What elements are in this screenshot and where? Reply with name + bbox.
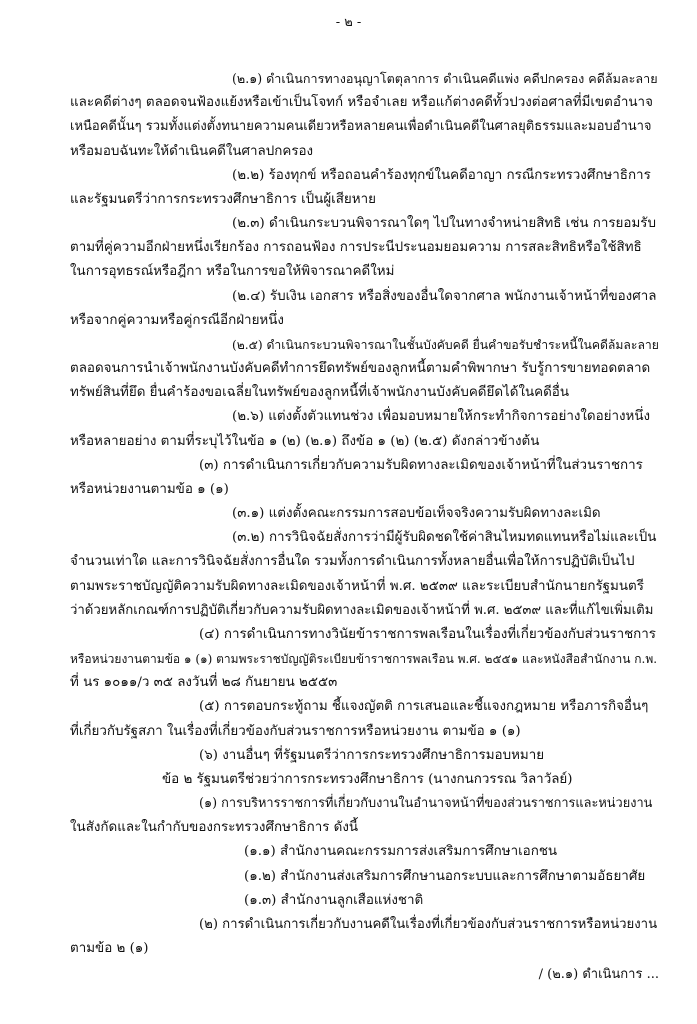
text-line: ที่ นร ๑๐๑๑/ว ๓๕ ลงวันที่ ๒๘ กันยายน ๒๕๕๓ — [70, 675, 338, 690]
text-line: (๑.๒) สำนักงานส่งเสริมการศึกษานอกระบบและการศึกษาตามอัธยาศัย — [244, 869, 646, 884]
text-line: (๓.๑) แต่งตั้งคณะกรรมการสอบข้อเท็จจริงความรับผิดทางละเมิด — [232, 506, 601, 521]
continuation-note: / (๒.๑) ดำเนินการ ... — [538, 967, 659, 982]
text-line: (๒.๕) ดำเนินกระบวนพิจารณาในชั้นบังคับคดี ยื่นคำขอรับชำระหนี้ในคดีล้มละลาย — [232, 338, 659, 352]
text-line: ทรัพย์สินที่ยึด ยื่นคำร้องขอเฉลี่ยในทรัพย์ของลูกหนี้ที่เจ้าพนักงานบังคับคดียึดได้ในคดีอื่น — [70, 385, 569, 400]
text-line: ที่เกี่ยวกับรัฐสภา ในเรื่องที่เกี่ยวข้องกับส่วนราชการหรือหน่วยงาน ตามข้อ ๑ (๑) — [70, 724, 521, 739]
text-line: (๒.๑) ดำเนินการทางอนุญาโตตุลาการ ดำเนินคดีแพ่ง คดีปกครอง คดีล้มละลาย — [232, 71, 658, 86]
text-line: ข้อ ๒ รัฐมนตรีช่วยว่าการกระทรวงศึกษาธิการ (นางกนกวรรณ วิลาวัลย์) — [162, 772, 573, 787]
text-line: (๒) การดำเนินการเกี่ยวกับงานคดีในเรื่องที่เกี่ยวข้องกับส่วนราชการหรือหน่วยงาน — [199, 917, 658, 932]
text-line: หรือหน่วยงานตามข้อ ๑ (๑) — [70, 482, 229, 497]
text-line: (๓) การดำเนินการเกี่ยวกับความรับผิดทางละเมิดของเจ้าหน้าที่ในส่วนราชการ — [199, 458, 643, 473]
text-line: (๖) งานอื่นๆ ที่รัฐมนตรีว่าการกระทรวงศึกษาธิการมอบหมาย — [199, 748, 545, 763]
text-line: (๒.๖) แต่งตั้งตัวแทนช่วง เพื่อมอบหมายให้กระทำกิจการอย่างใดอย่างหนึ่ง — [232, 409, 651, 424]
page-number: - ๒ - — [335, 15, 362, 30]
text-line: (๑) การบริหารราชการที่เกี่ยวกับงานในอำนาจหน้าที่ของส่วนราชการและหน่วยงาน — [199, 796, 653, 811]
text-line: (๒.๔) รับเงิน เอกสาร หรือสิ่งของอื่นใดจากศาล พนักงานเจ้าหน้าที่ของศาล — [232, 289, 657, 304]
text-line: ในการอุทธรณ์หรือฎีกา หรือในการขอให้พิจารณาคดีใหม่ — [70, 264, 395, 279]
text-line: หรือมอบฉันทะให้ดำเนินคดีในศาลปกครอง — [70, 144, 314, 159]
text-line: และรัฐมนตรีว่าการกระทรวงศึกษาธิการ เป็นผู้เสียหาย — [70, 192, 376, 207]
text-line: (๔) การดำเนินการทางวินัยข้าราชการพลเรือนในเรื่องที่เกี่ยวข้องกับส่วนราชการ — [199, 627, 656, 642]
text-line: (๒.๓) ดำเนินกระบวนพิจารณาใดๆ ไปในทางจำหน่ายสิทธิ เช่น การยอมรับ — [232, 216, 656, 231]
text-line: ว่าด้วยหลักเกณฑ์การปฏิบัติเกี่ยวกับความรับผิดทางละเมิดของเจ้าหน้าที่ พ.ศ. ๒๕๓๙ และที่แก้ไขเพิ่มเติม — [70, 603, 654, 618]
text-line: (๓.๒) การวินิจฉัยสั่งการว่ามีผู้รับผิดชดใช้ค่าสินไหมทดแทนหรือไม่และเป็น — [232, 530, 657, 545]
text-line: หรือหน่วยงานตามข้อ ๑ (๑) ตามพระราชบัญญัติระเบียบข้าราชการพลเรือน พ.ศ. ๒๕๕๑ และหนังสือสำนักงาน ก.พ. — [70, 652, 658, 666]
text-line: หรือหลายอย่าง ตามที่ระบุไว้ในข้อ ๑ (๒) (๒.๑) ถึงข้อ ๑ (๒) (๒.๕) ดังกล่าวข้างต้น — [70, 434, 540, 449]
text-line: หรือจากคู่ความหรือคู่กรณีอีกฝ่ายหนึ่ง — [70, 313, 284, 328]
text-line: ตามพระราชบัญญัติความรับผิดทางละเมิดของเจ้าหน้าที่ พ.ศ. ๒๕๓๙ และระเบียบสำนักนายกรัฐมนตรี — [70, 579, 644, 594]
text-line: (๑.๑) สำนักงานคณะกรรมการส่งเสริมการศึกษาเอกชน — [244, 844, 558, 859]
text-line: ตามที่คู่ความอีกฝ่ายหนึ่งเรียกร้อง การถอนฟ้อง การประนีประนอมยอมความ การสละสิทธิหรือใช้สิทธิ — [70, 240, 642, 255]
text-line: เหนือคดีนั้นๆ รวมทั้งแต่งตั้งทนายความคนเดียวหรือหลายคนเพื่อดำเนินคดีในศาลยุติธรรมและมอบอำนาจ — [70, 119, 652, 134]
text-line: จำนวนเท่าใด และการวินิจฉัยสั่งการอื่นใด รวมทั้งการดำเนินการทั้งหลายอื่นเพื่อให้การปฏิบัติเป็นไป — [70, 554, 635, 569]
text-line: ตลอดจนการนำเจ้าพนักงานบังคับคดีทำการยึดทรัพย์ของลูกหนี้ตามคำพิพากษา รับรู้การขายทอดตลาด — [70, 361, 651, 376]
text-line: (๑.๓) สำนักงานลูกเสือแห่งชาติ — [244, 893, 424, 908]
text-line: (๒.๒) ร้องทุกข์ หรือถอนคำร้องทุกข์ในคดีอาญา กรณีกระทรวงศึกษาธิการ — [232, 168, 651, 183]
text-line: (๕) การตอบกระทู้ถาม ชี้แจงญัตติ การเสนอและชี้แจงกฎหมาย หรือภารกิจอื่นๆ — [199, 699, 649, 714]
text-line: และคดีต่างๆ ตลอดจนฟ้องแย้งหรือเข้าเป็นโจทก์ หรือจำเลย หรือแก้ต่างคดีทั้วปวงต่อศาลที่มีเขตอำนาจ — [70, 95, 653, 110]
text-line: ตามข้อ ๒ (๑) — [70, 941, 149, 956]
text-line: ในสังกัดและในกำกับของกระทรวงศึกษาธิการ ดังนี้ — [70, 820, 359, 835]
